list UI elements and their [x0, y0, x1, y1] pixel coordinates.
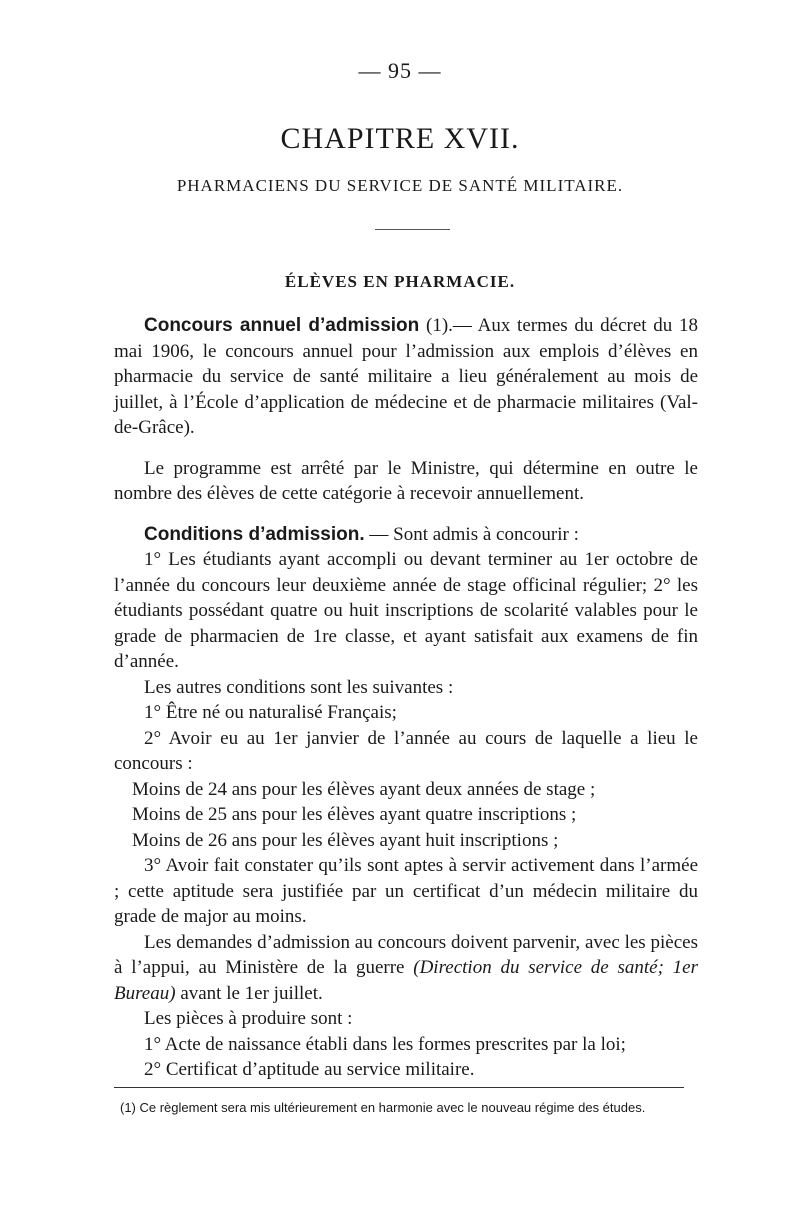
paragraph-text: avant le 1er juillet.: [175, 982, 323, 1004]
list-item: Moins de 26 ans pour les élèves ayant huit inscriptions ;: [132, 829, 559, 851]
footnote-rule: [114, 1087, 684, 1088]
italic-reference: (Direction du service de santé; 1er Bureau): [114, 957, 698, 1004]
section-title: ÉLÈVES EN PHARMACIE.: [284, 272, 516, 291]
list-item: 2° Avoir eu au 1er janvier de l’année au cours de laquelle a lieu le concours :: [114, 727, 698, 774]
paragraph: Les autres conditions sont les suivantes :: [144, 676, 454, 698]
paragraph: Les pièces à produire sont :: [144, 1008, 353, 1029]
page-number: — 95 —: [358, 58, 442, 83]
footnote-reference: (1).: [426, 315, 453, 336]
list-item: Moins de 25 ans pour les élèves ayant quatre inscriptions ;: [132, 804, 577, 825]
chapter-subtitle: PHARMACIENS DU SERVICE DE SANTÉ MILITAIRE.: [176, 176, 624, 195]
paragraph: [114, 930, 698, 1007]
footnote-text: (1) Ce règlement sera mis ultérieurement en harmonie avec le nouveau régime des études.: [120, 1100, 646, 1115]
divider: [375, 229, 450, 230]
chapter-title: CHAPITRE XVII.: [280, 122, 520, 155]
paragraph: [114, 522, 698, 548]
paragraph-text: — Sont admis à concourir :: [364, 523, 579, 545]
paragraph-text: — Aux termes du décret du 18 mai 1906, le concours annuel pour l’admission aux emplois d’élèves en pharmacie du service de santé militaire a lieu généralement au mois de juillet, à l’École d’application de médecine et de pharmacie militaires (Val-de-Grâce).: [114, 315, 698, 438]
list-item: 1° Être né ou naturalisé Français;: [144, 702, 397, 723]
list-item: Moins de 24 ans pour les élèves ayant deux années de stage ;: [132, 778, 596, 800]
list-item: 2° Certificat d’aptitude au service militaire.: [144, 1059, 475, 1080]
list-item: 3° Avoir fait constater qu’ils sont aptes à servir activement dans l’armée ; cette aptitude sera justifiée par un certificat d’un médecin militaire du grade de major au moins.: [114, 855, 698, 927]
list-item: 1° Acte de naissance établi dans les formes prescrites par la loi;: [144, 1033, 626, 1055]
footnote: [114, 1098, 698, 1118]
paragraph: 1° Les étudiants ayant accompli ou devant terminer au 1er octobre de l’année du concours leur deuxième année de stage officinal régulier; 2° les étudiants possédant quatre ou huit inscriptions de scolarité valables pour le grade de pharmacien de 1re classe, et ayant satisfait aux examens de fin d’année.: [114, 549, 698, 672]
body-text: [114, 313, 698, 1083]
paragraph: [114, 313, 698, 441]
run-in-heading: Conditions d’admission.: [144, 523, 365, 545]
run-in-heading: Concours annuel d’admission: [144, 315, 420, 336]
paragraph: Le programme est arrêté par le Ministre, qui détermine en outre le nombre des élèves de cette catégorie à recevoir annuellement.: [114, 457, 698, 504]
paragraph-text: Les demandes d’admission au concours doivent parvenir, avec les pièces à l’appui, au Ministère de la guerre: [114, 931, 698, 978]
